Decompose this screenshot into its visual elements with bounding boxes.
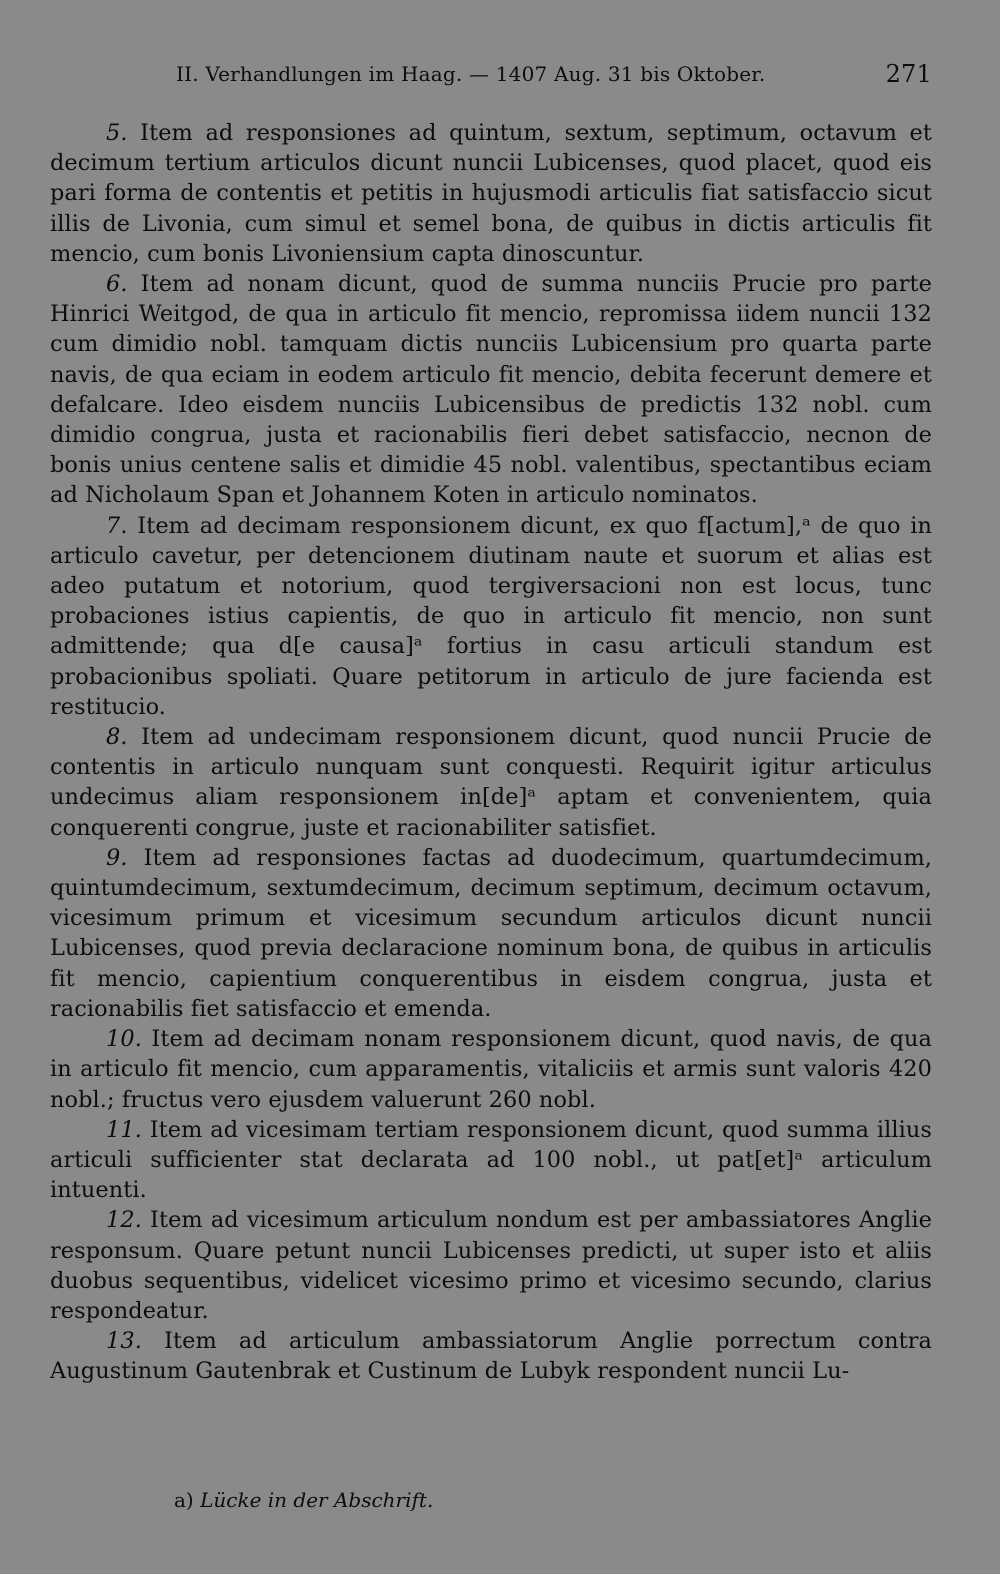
- paragraph-10: [50, 1024, 932, 1115]
- paragraph-8: [50, 722, 932, 843]
- paragraph-text: Item ad decimam responsionem dicunt, ex quo f[actum],ᵃ de quo in articulo cavetur, per detencionem diutinam naute et suorum et alias est adeo putatum et notorium, quod tergiversacioni non est locus, tunc probaciones istius capientis, de quo in articulo fit mencio, non sunt admittende; qua d[e causa]ᵃ fortius in casu articuli standum est probacionibus spoliati. Quare petitorum in articulo de jure facienda est restitucio.: [50, 512, 932, 720]
- paragraph-12: [50, 1205, 932, 1326]
- footnote: [174, 1488, 433, 1512]
- paragraph-6: [50, 269, 932, 511]
- paragraph-number: 13.: [106, 1328, 142, 1355]
- page-number: 271: [885, 60, 932, 88]
- page-header: [50, 60, 932, 94]
- paragraph-number: 7.: [106, 512, 128, 539]
- paragraph-13: [50, 1326, 932, 1386]
- running-head: II. Verhandlungen im Haag. — 1407 Aug. 31 bis Oktober.: [176, 62, 766, 86]
- paragraph-text: Item ad vicesimam tertiam responsionem dicunt, quod summa illius articuli sufficienter stat declarata ad 100 nobl., ut pat[et]ᵃ articulum intuenti.: [50, 1116, 932, 1204]
- paragraph-number: 12.: [106, 1207, 142, 1234]
- footnote-text: Lücke in der Abschrift.: [200, 1488, 434, 1512]
- paragraph-number: 10.: [106, 1026, 142, 1053]
- paragraph-number: 6.: [106, 271, 128, 298]
- footnote-marker: a): [174, 1488, 194, 1512]
- paragraph-text: Item ad articulum ambassiatorum Anglie porrectum contra Augustinum Gautenbrak et Custinum de Lubyk respondent nuncii Lu-: [50, 1328, 932, 1385]
- paragraph-5: [50, 118, 932, 269]
- paragraph-text: Item ad vicesimum articulum nondum est per ambassiatores Anglie responsum. Quare petunt nuncii Lubicenses predicti, ut super isto et aliis duobus sequentibus, videlicet vicesimo primo et vicesimo secundo, clarius respondeatur.: [50, 1207, 933, 1324]
- paragraph-7: [50, 511, 932, 722]
- paragraph-text: Item ad responsiones factas ad duodecimum, quartumdecimum, quintumdecimum, sextumdecimum, decimum septimum, decimum octavum, vicesimum primum et vicesimum secundum articulos dicunt nuncii Lubicenses, quod previa declaracione nominum bona, de quibus in articulis fit mencio, capientium conquerentibus in eisdem congrua, justa et racionabilis fiet satisfaccio et emenda.: [50, 844, 932, 1022]
- paragraph-text: Item ad responsiones ad quintum, sextum, septimum, octavum et decimum tertium articulos dicunt nuncii Lubicenses, quod placet, quod eis pari forma de contentis et petitis in hujusmodi articulis fiat satisfaccio sicut illis de Livonia, cum simul et semel bona, de quibus in dictis articulis fit mencio, cum bonis Livoniensium capta dinoscuntur.: [50, 120, 933, 267]
- paragraph-9: [50, 843, 932, 1024]
- main-text: [50, 118, 932, 1387]
- paragraph-number: 5.: [106, 120, 128, 146]
- paragraph-number: 11.: [106, 1116, 142, 1143]
- paragraph-11: [50, 1115, 932, 1206]
- paragraph-number: 9.: [106, 844, 128, 871]
- paragraph-number: 8.: [106, 724, 128, 751]
- paragraph-text: Item ad nonam dicunt, quod de summa nunciis Prucie pro parte Hinrici Weitgod, de qua in articulo fit mencio, repromissa iidem nuncii 132 cum dimidio nobl. tamquam dictis nunciis Lubicensium pro quarta parte navis, de qua eciam in eodem articulo fit mencio, debita fecerunt demere et defalcare. Ideo eisdem nunciis Lubicensibus de predictis 132 nobl. cum dimidio congrua, justa et racionabilis fieri debet satisfaccio, necnon de bonis unius centene salis et dimidie 45 nobl. valentibus, spectantibus eciam ad Nicholaum Span et Johannem Koten in articulo nominatos.: [50, 271, 933, 509]
- paragraph-text: Item ad undecimam responsionem dicunt, quod nuncii Prucie de contentis in articulo nunquam sunt conquesti. Requirit igitur articulus undecimus aliam responsionem in[de]ᵃ aptam et convenientem, quia conquerenti congrue, juste et racionabiliter satisfiet.: [50, 724, 932, 841]
- paragraph-text: Item ad decimam nonam responsionem dicunt, quod navis, de qua in articulo fit mencio, cum apparamentis, vitaliciis et armis sunt valoris 420 nobl.; fructus vero ejusdem valuerunt 260 nobl.: [50, 1026, 933, 1113]
